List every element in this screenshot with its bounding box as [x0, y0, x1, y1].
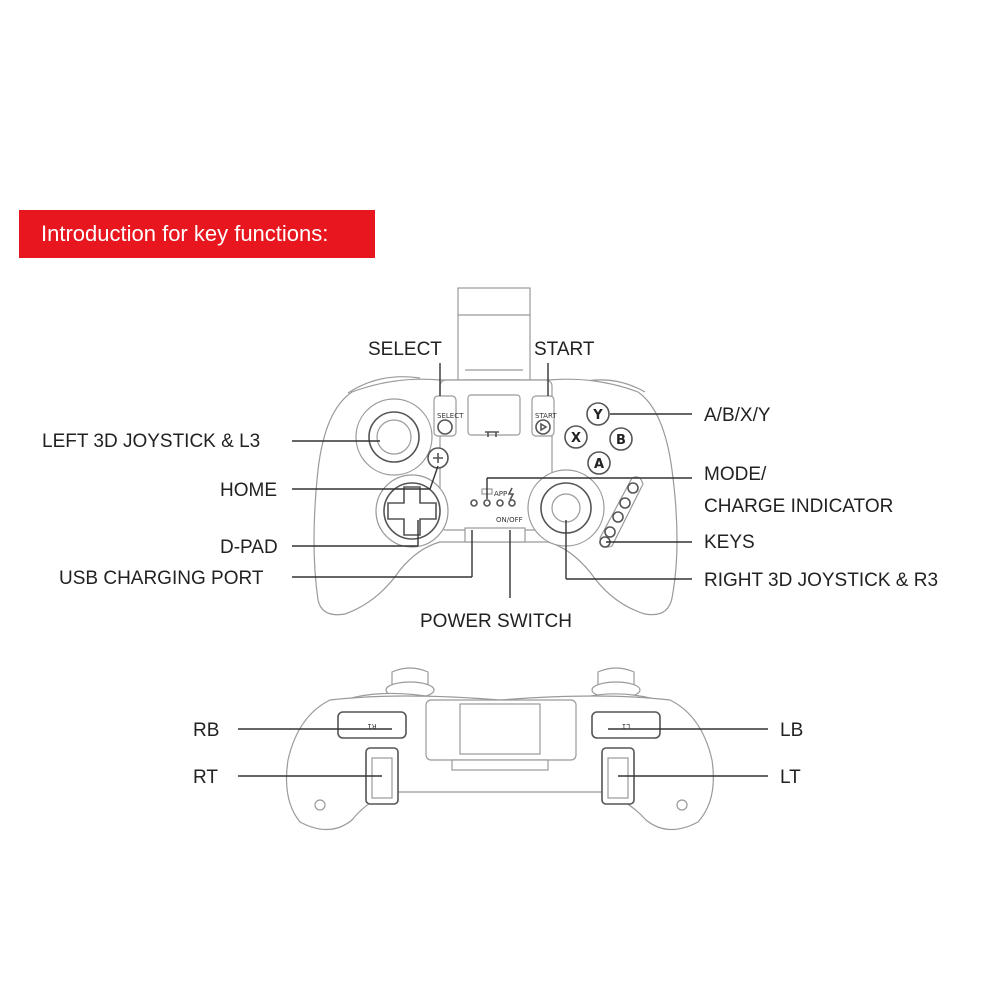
controller-top-view	[287, 668, 714, 830]
label-dpad: D-PAD	[220, 537, 278, 558]
label-home: HOME	[220, 480, 277, 501]
select-print: SELECT	[437, 412, 464, 420]
label-rb: RB	[193, 720, 220, 741]
rb-print: R1	[367, 722, 377, 730]
label-right-joystick: RIGHT 3D JOYSTICK & R3	[704, 570, 939, 591]
label-rt: RT	[193, 767, 218, 788]
key-2[interactable]	[620, 498, 630, 508]
label-lt: LT	[780, 767, 801, 788]
start-print: START	[535, 412, 557, 420]
label-select: SELECT	[368, 339, 442, 360]
key-1[interactable]	[628, 483, 638, 493]
label-usb-port: USB CHARGING PORT	[59, 568, 264, 589]
a-button-label: A	[593, 457, 605, 472]
lb-print: L1	[621, 722, 631, 730]
key-3[interactable]	[613, 512, 623, 522]
label-charge-indicator: CHARGE INDICATOR	[704, 496, 894, 517]
label-lb: LB	[780, 720, 804, 741]
app-print: APP	[494, 490, 508, 498]
label-abxy: A/B/X/Y	[704, 405, 771, 426]
controller-front-view	[314, 288, 677, 615]
label-keys: KEYS	[704, 532, 755, 553]
label-left-joystick: LEFT 3D JOYSTICK & L3	[42, 431, 261, 452]
label-power-switch: POWER SWITCH	[420, 611, 572, 632]
y-button-label: Y	[593, 408, 603, 423]
x-button-label: X	[570, 431, 582, 446]
b-button-label: B	[616, 433, 626, 448]
label-start: START	[534, 339, 595, 360]
label-mode: MODE/	[704, 464, 767, 485]
onoff-print: ON/OFF	[496, 516, 523, 524]
banner-title: Introduction for key functions:	[41, 221, 329, 246]
key-4[interactable]	[605, 527, 615, 537]
select-button[interactable]	[438, 420, 452, 434]
